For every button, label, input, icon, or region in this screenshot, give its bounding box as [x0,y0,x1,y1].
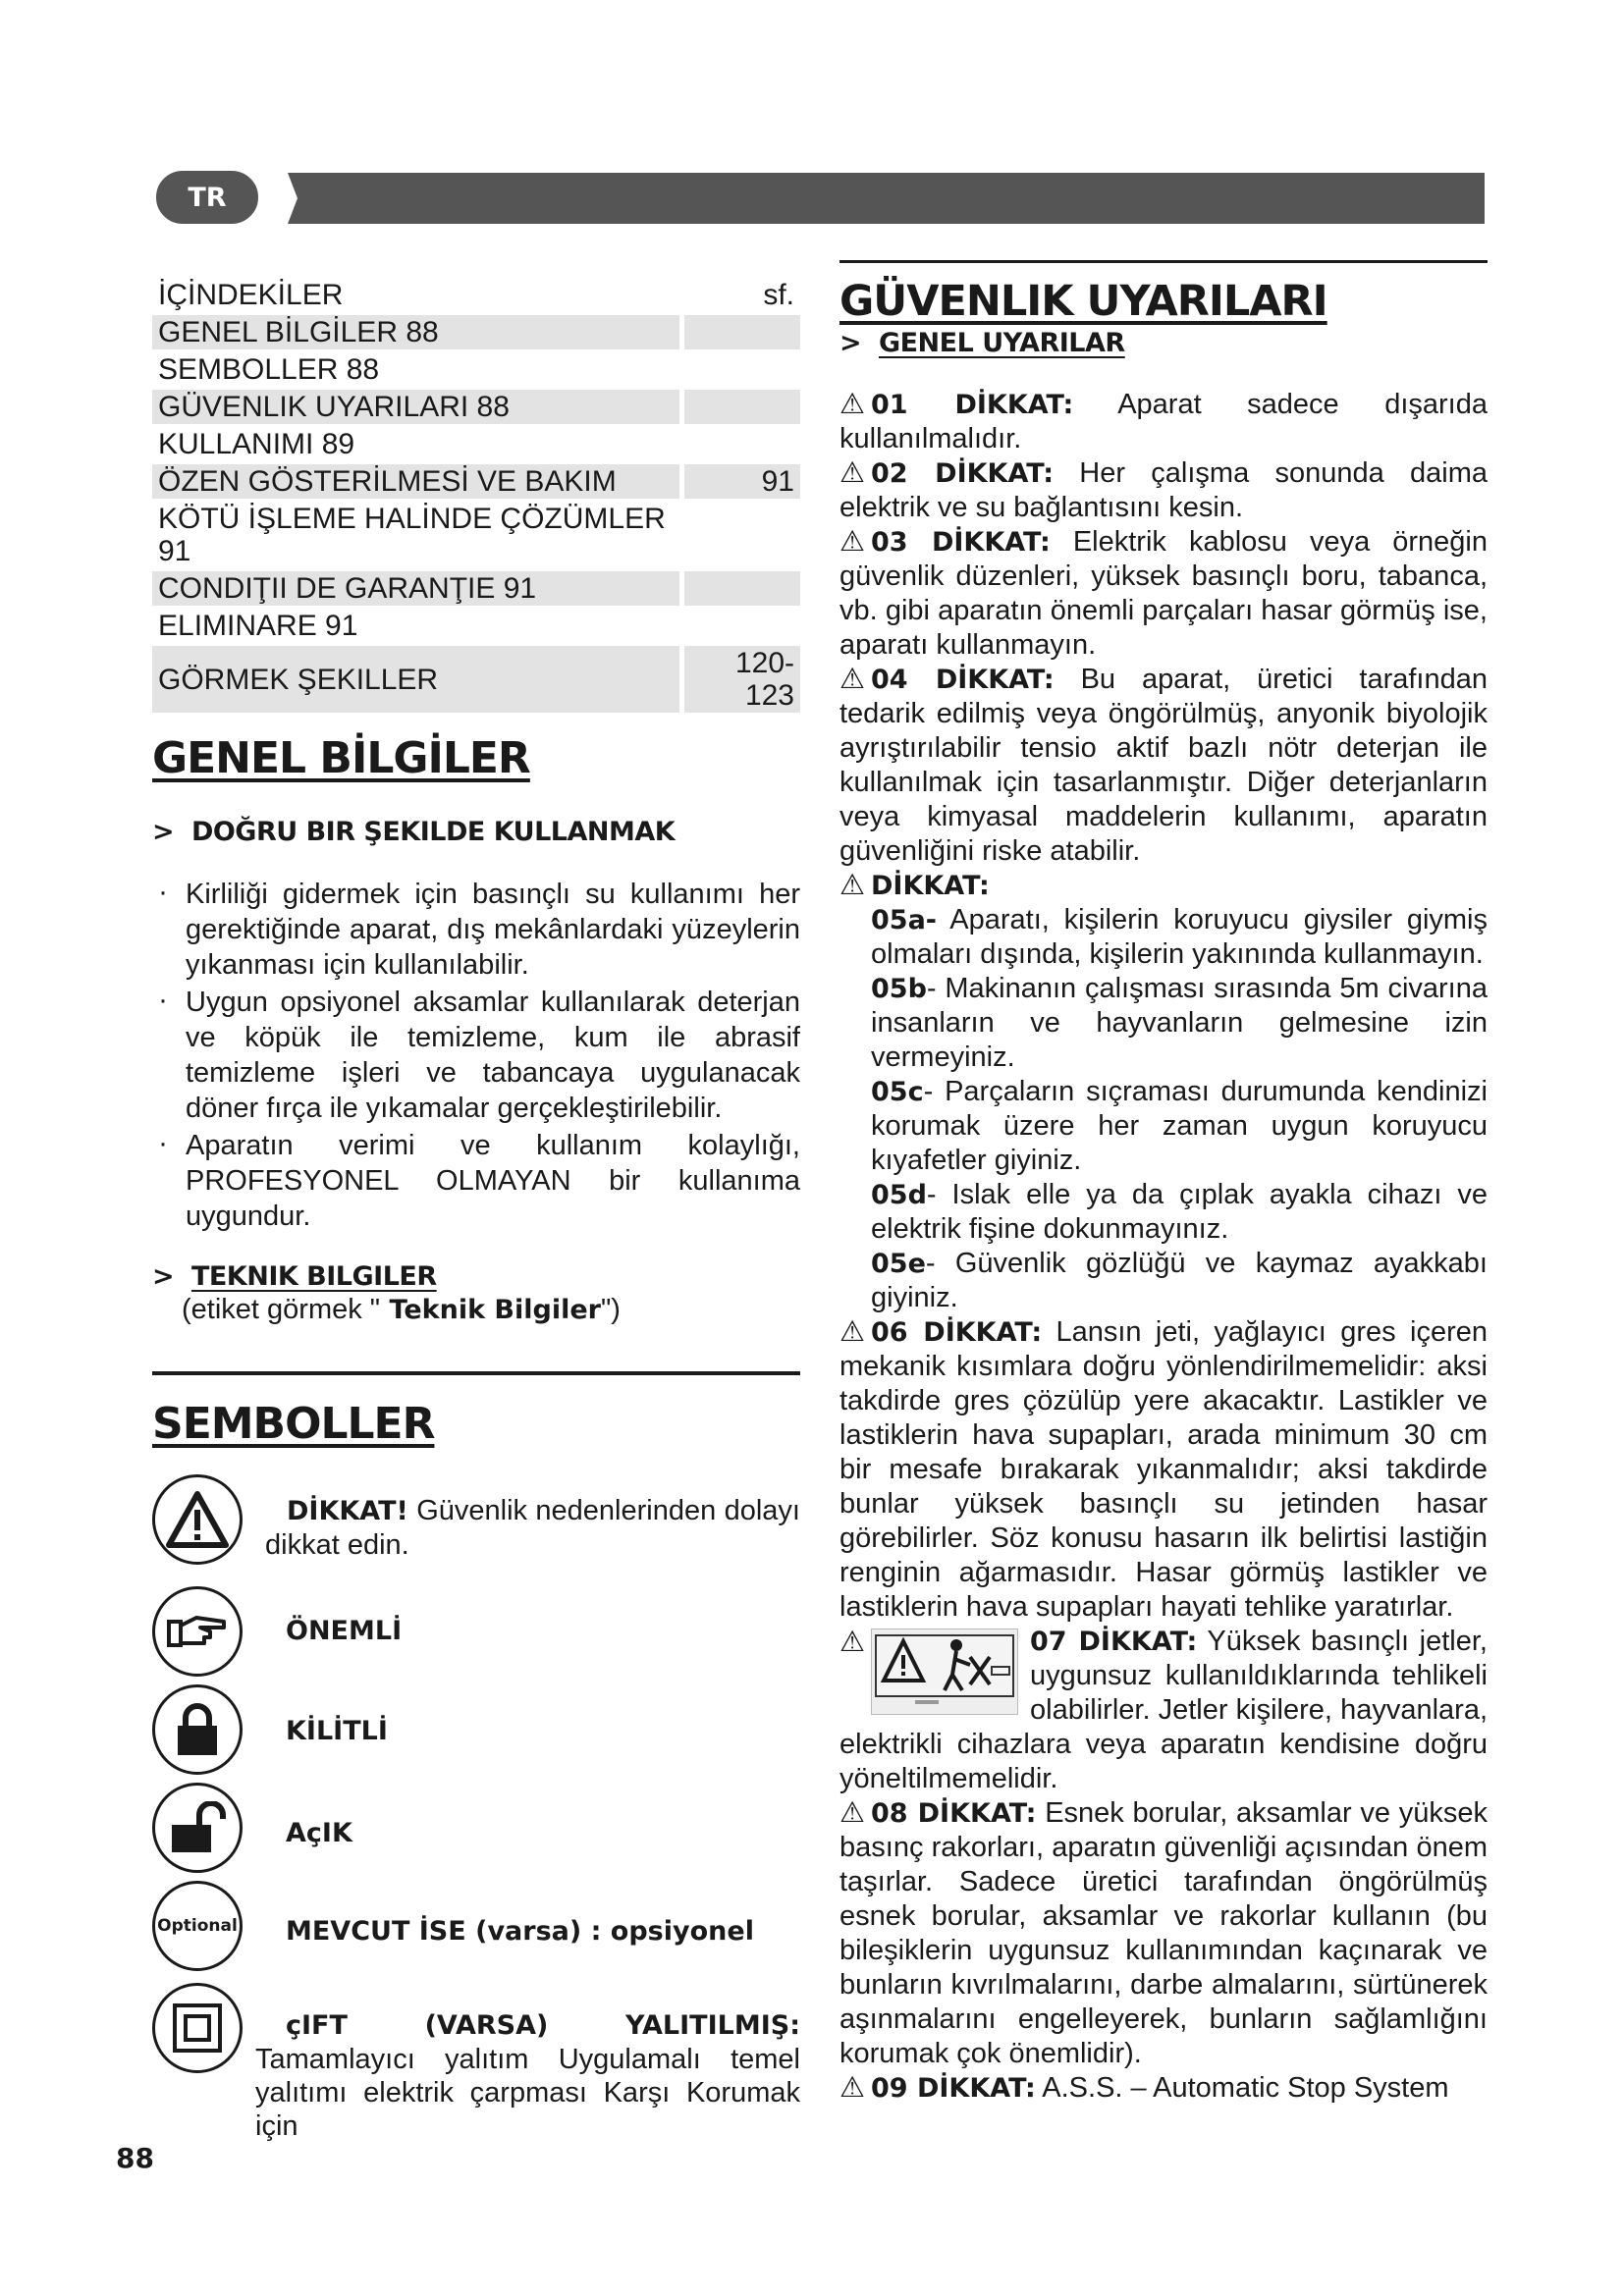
lock-closed-icon [152,1684,243,1775]
tech-info-heading: > TEKNIK BILGILER [152,1261,437,1292]
list-item: · Kirliliği gidermek için basınçlı su kullanımı her gerektiğinde aparat, dış mekânlardaki yüzeylerin yıkanması için kullanılabilir. [152,877,800,983]
warning-icon: ⚠ [839,526,865,558]
symbol-double-insulated: çIFT (VARSA) YALITILMIŞ: Tamamlayıcı yalıtım Uygulamalı temel yalıtımı elektrik çarpması Karşı Korumak için [152,1979,800,2087]
toc-row[interactable] [152,278,800,312]
toc-page: 120-123 [679,646,800,713]
warning-03: ⚠ 03 DİKKAT: Elektrik kablosu veya örneğin güvenlik düzenleri, yüksek basınçlı boru, tabanca, vb. gibi aparatın önemli parçaları hasar görmüş ise, aparatı kullanmayın. [839,526,1488,661]
toc-title: ELIMINARE 91 [158,610,358,642]
symbols-title: SEMBOLLER [152,1399,435,1449]
language-badge: TR [152,167,262,228]
warning-05: ⚠ DİKKAT: [839,870,990,901]
toc-title: SEMBOLLER 88 [158,353,380,386]
warning-icon: ⚠ [839,664,865,695]
warning-icon: ⚠ [839,1627,865,1658]
tech-info-note: (etiket görmek " Teknik Bilgiler") [182,1294,621,1325]
header-band [278,173,1485,224]
warning-02: ⚠ 02 DİKKAT: Her çalışma sonunda daima elektrik ve su bağlantısını kesin. [839,457,1488,523]
warning-01: ⚠ 01 DİKKAT: Aparat sadece dışarıda kullanılmalıdır. [839,389,1488,454]
warning-05c: 05c- Parçaların sıçraması durumunda kendinizi korumak üzere her zaman uygun koruyucu kıyafetler giyiniz. [871,1076,1488,1176]
warning-icon [152,1474,243,1565]
toc-row[interactable] [152,352,800,387]
symbol-optional: Optional MEVCUT İSE (varsa) : opsiyonel [152,1881,800,1979]
toc-row[interactable] [152,427,800,461]
jet-danger-pictogram [871,1629,1018,1715]
toc-page [679,352,800,387]
symbol-locked: KİLİTLİ [152,1684,800,1783]
safety-warnings-title: GÜVENLIK UYARILARI [839,277,1327,326]
warning-06: ⚠ 06 DİKKAT: Lansın jeti, yağlayıcı gres içeren mekanik kısımlara doğru yönlendirilmemelidir: aksi takdirde gres çözülüp yere akacaktır. Lastikler ve lastiklerin hava supapları, arada minimum 30 cm bir mesafe bırakarak yıkanmalıdır; aksi takdirde bunlar yüksek basınçlı su jetinden hasar görebilirler. Söz konusu hasarın ilk belirtisi lastiğin renginin ağarmasıdır. Hasar görmüş lastikler ve lastiklerin hava supapları hayati tehlike yaratırlar. [839,1316,1488,1623]
symbol-warning: DİKKAT! Güvenlik nedenlerinden dolayı dikkat edin. [152,1470,800,1586]
double-insulated-icon [152,1983,243,2073]
toc-title: KULLANIMI 89 [158,428,355,460]
warning-05d: 05d- Islak elle ya da çıplak ayakla cihazı ve elektrik fişine dokunmayınız. [871,1179,1488,1245]
pointing-hand-icon [152,1586,243,1677]
warning-icon: ⚠ [839,457,865,489]
toc-row[interactable] [152,571,800,606]
warning-07: ⚠ 07 DİKKAT: Yüksek basınçlı jetler, uygunsuz kullanıldıklarında tehlikeli olabilirler. Jetler kişilere, hayvanlara, elektrikli cihazlara veya aparatın kendisine doğru yöneltilmemelidir. [839,1626,1488,1794]
general-warnings-heading: > GENEL UYARILAR [839,328,1125,358]
page-number: 88 [116,2142,154,2174]
warning-icon: ⚠ [839,2072,865,2104]
right-column [839,260,1488,2106]
warning-05a: 05a- Aparatı, kişilerin koruyucu giysiler giymiş olmaları dışında, kişilerin yakınında kullanmayın. [871,904,1488,970]
warning-04: ⚠ 04 DİKKAT: Bu aparat, üretici tarafından tedarik edilmiş veya öngörülmüş, anyonik biyolojik ayrıştırılabilir tensio aktif bazlı nötr deterjan ile kullanılmak için tasarlanmıştır. Diğer deterjanların veya kimyasal maddelerin kullanımı, aparatın güvenliğini riske atabilir. [839,664,1488,867]
toc-row[interactable] [152,502,800,568]
toc-title: CONDIŢII DE GARANŢIE 91 [152,571,679,606]
warning-08: ⚠ 08 DİKKAT: Esnek borular, aksamlar ve yüksek basınç rakorları, aparatın güvenliği açısından önem taşırlar. Sadece üretici tarafından öngörülmüş esnek borular, aksamlar ve rakorlar kullanın (bu bileşiklerin uygunsuz kullanımından kaçınarak ve bunların kıvrılmalarını, darbe almalarını, sürtünerek aşınmalarını engelleyerek, bunların sağlamlığını korumak çok önemlidir). [839,1797,1488,2069]
toc-title: GÜVENLIK UYARILARI 88 [152,390,679,424]
toc-row[interactable] [152,315,800,349]
toc-row[interactable] [152,390,800,424]
warning-icon: ⚠ [839,389,865,420]
toc-row[interactable] [152,464,800,499]
warning-09: ⚠ 09 DİKKAT: A.S.S. – Automatic Stop System [839,2072,1449,2104]
warning-05e: 05e- Güvenlik gözlüğü ve kaymaz ayakkabı giyiniz. [871,1248,1488,1313]
toc-page [679,427,800,461]
symbol-open: AçIK [152,1783,800,1881]
warning-icon: ⚠ [839,1316,865,1348]
toc-title: GENEL BİLGİLER 88 [152,315,679,349]
left-column [152,275,800,2142]
toc-title: KÖTÜ İŞLEME HALİNDE ÇÖZÜMLER 91 [158,503,666,567]
toc-page [679,390,800,424]
toc-page [679,609,800,643]
toc-title: İÇİNDEKİLER [158,279,344,311]
warning-icon: ⚠ [839,870,865,901]
correct-use-heading: > DOĞRU BIR ŞEKILDE KULLANMAK [152,817,676,847]
warning-icon: ⚠ [839,1797,865,1829]
toc-row[interactable] [152,609,800,643]
toc-page [679,502,800,568]
toc-page: 91 [679,464,800,499]
usage-list [152,877,800,1234]
general-info-title: GENEL BİLGİLER [152,733,530,783]
symbol-important: ÖNEMLİ [152,1586,800,1684]
list-item: · Aparatın verimi ve kullanım kolaylığı, PROFESYONEL OLMAYAN bir kullanıma uygundur. [152,1128,800,1234]
lock-open-icon [152,1783,243,1873]
toc-page: sf. [679,278,800,312]
toc-row[interactable] [152,646,800,713]
optional-icon: Optional [152,1881,243,1971]
toc-title: ÖZEN GÖSTERİLMESİ VE BAKIM [152,464,679,499]
toc-page [679,571,800,606]
toc-page [679,315,800,349]
table-of-contents [152,275,800,716]
list-item: · Uygun opsiyonel aksamlar kullanılarak deterjan ve köpük ile temizleme, kum ile abrasif temizleme işleri ve tabancaya uygulanacak döner fırça ile yıkamalar gerçekleştirilebilir. [152,985,800,1126]
warning-05b: 05b- Makinanın çalışması sırasında 5m civarına insanların ve hayvanların gelmesine izin vermeyiniz. [871,973,1488,1073]
toc-title: GÖRMEK ŞEKILLER [152,646,679,713]
